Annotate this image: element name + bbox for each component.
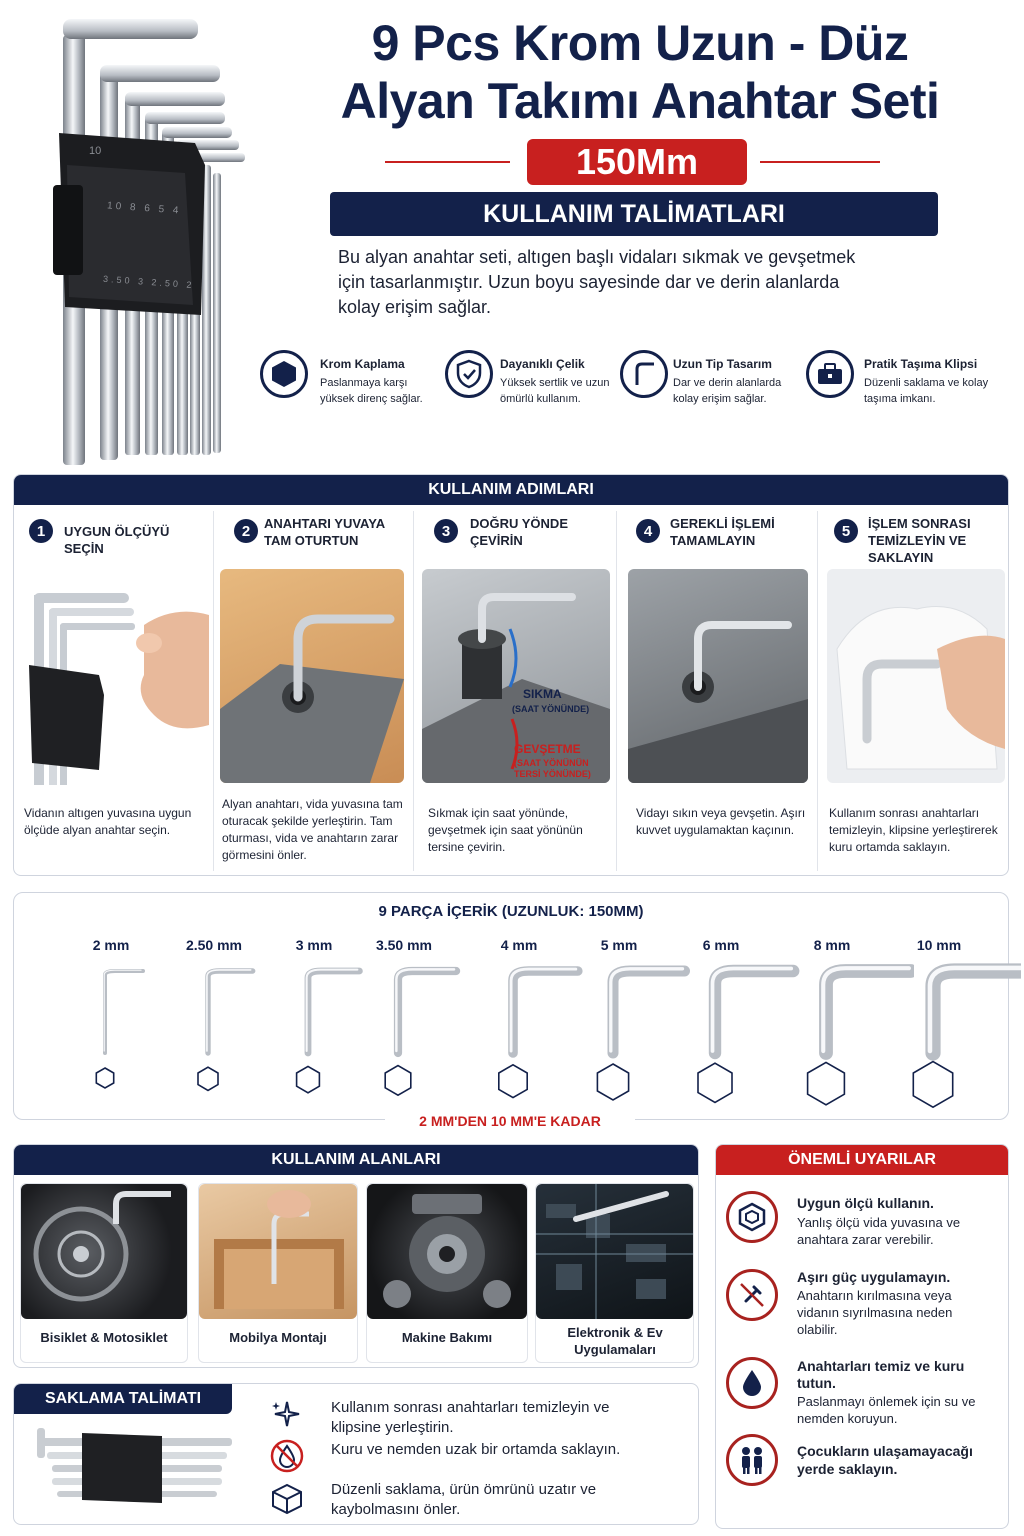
page-title [270,14,1010,130]
title-line-1: 9 Pcs Krom Uzun - Düz [371,15,909,71]
usage-title-bar [14,1145,698,1175]
feature-clip [806,348,1001,418]
hex-key-icon [693,963,803,1113]
warning-text: Anahtarın kırılmasına veya vidanın sıyrılmasına neden olabilir. [797,1288,953,1337]
machine-photo [367,1184,527,1319]
step-4 [624,515,812,870]
feature-title: Uzun Tip Tasarım [673,357,772,371]
feature-title: Dayanıklı Çelik [500,357,585,371]
step-3-photo [422,569,610,783]
step-number: 4 [636,519,660,543]
features-row [258,348,998,418]
step-divider [413,511,414,871]
loosen-label: GEVŞETME [514,742,581,756]
step-4-photo [628,569,808,783]
steps-title: KULLANIM ADIMLARI [428,481,594,498]
usage-label: Mobilya Montajı [229,1330,327,1345]
usage-electronics [535,1183,694,1363]
hex-key-set-illustration [45,15,245,470]
step-text: Sıkmak için saat yönünde, gevşetmek için saat yönünün tersine çevirin. [428,806,583,854]
hex-key-icon [376,963,486,1113]
key-size-label: 3.50 mm [375,937,433,953]
product-image [45,15,245,470]
step-title: DOĞRU YÖNDE ÇEVİRİN [470,516,568,548]
warning-title: Anahtarları temiz ve kuru tutun. [797,1358,965,1391]
shield-check-icon [445,350,493,398]
badge-rule-left [385,161,510,163]
intro-text: Bu alyan anahtar seti, altıgen başlı vidaları sıkmak ve gevşetmek için tasarlanmıştır. Uzun boyu sayesinde dar ve derin alanlarda kolay erişim sağlar. [338,247,856,317]
feature-text: Paslanmaya karşı yüksek direnç sağlar. [320,377,423,405]
hex-key-icon [804,963,914,1113]
length-badge [527,139,747,185]
contents-footer: 2 MM'DEN 10 MM'E KADAR [419,1113,601,1129]
step-number: 3 [434,519,458,543]
loosen-sublabel-2: TERSİ YÖNÜNDE) [514,769,591,779]
usage-title: KULLANIM ALANLARI [271,1151,441,1168]
warning-text: Yanlış ölçü vida yuvasına ve anahtara zarar verebilir. [797,1215,961,1247]
feature-long-tip [620,348,810,418]
sparkle-icon [269,1398,305,1439]
electronics-photo [536,1184,693,1319]
warning-title: Çocukların ulaşamayacağı yerde saklayın. [797,1443,973,1477]
storage-title: SAKLAMA TALİMATI [44,1390,202,1407]
step-title: GEREKLİ İŞLEMİ TAMAMLAYIN [670,516,775,548]
step-2 [220,515,408,870]
storage-item [269,1478,689,1522]
children-icon [726,1434,778,1486]
key-size-label: 2.50 mm [185,937,243,953]
step-divider [213,511,214,871]
step-number: 2 [234,519,258,543]
hex-bolt-icon [726,1191,778,1243]
step-title: İŞLEM SONRASI TEMİZLEYİN VE SAKLAYIN [868,516,971,565]
steps-title-bar [14,475,1008,505]
feature-title: Pratik Taşıma Klipsi [864,357,978,371]
badge-rule-right [760,161,880,163]
hex-key-icon [186,963,296,1113]
instructions-banner-text: KULLANIM TALİMATLARI [483,200,785,228]
warning-item [724,1430,1004,1510]
hex-key-icon [911,963,1021,1113]
water-drop-icon [726,1357,778,1409]
step-1-photo [24,565,209,785]
warnings-title-bar [716,1145,1008,1175]
storage-item [269,1396,689,1436]
usage-areas-section [13,1144,699,1368]
holder-label-bottom: 3.50 3 2.50 2 [102,273,195,291]
tighten-sublabel: (SAAT YÖNÜNDE) [512,704,590,714]
length-badge-text: 150Mm [575,141,699,182]
step-text: Alyan anahtarı, vida yuvasına tam oturacak şekilde yerleştirin. Tam oturması, vida ve anahtarın zarar görmesini önler. [222,797,403,862]
key-size-label: 5 mm [600,937,638,953]
step-number: 1 [29,519,53,543]
feature-text: Düzenli saklama ve kolay taşıma imkanı. [864,377,989,405]
usage-furniture [198,1183,358,1363]
storage-text: Düzenli saklama, ürün ömrünü uzatır ve kaybolmasını önler. [331,1481,597,1518]
step-number: 5 [834,519,858,543]
step-title: ANAHTARI YUVAYA TAM OTURTUN [264,516,385,548]
step-3 [420,515,612,870]
storage-title-bar [14,1384,232,1414]
step-1 [24,515,209,870]
contents-title: 9 PARÇA İÇERİK (UZUNLUK: 150MM) [378,903,644,920]
keys-row [14,933,1008,1103]
instructions-banner [330,192,938,236]
usage-label: Elektronik & Ev Uygulamaları [567,1325,663,1357]
title-line-2: Alyan Takımı Anahtar Seti [340,73,940,129]
usage-bike [20,1183,188,1363]
holder-label-top: 10 [89,145,102,157]
step-2-photo [220,569,404,783]
step-text: Kullanım sonrası anahtarları temizleyin, klipsine yerleştirerek kuru ortamda saklayın. [829,806,998,854]
hex-key-icon [591,963,701,1113]
step-5 [824,515,1008,870]
no-force-icon [726,1269,778,1321]
step-5-photo [827,569,1005,783]
warning-item [724,1187,1004,1267]
contents-section [13,892,1009,1120]
box-icon [269,1480,305,1521]
feature-chrome [258,348,443,418]
step-title: UYGUN ÖLÇÜYÜ SEÇİN [64,524,170,556]
storage-image [22,1418,232,1522]
usage-label: Bisiklet & Motosiklet [40,1330,168,1345]
warning-item [724,1353,1004,1433]
warning-text: Paslanmayı önlemek için su ve nemden koruyun. [797,1394,976,1426]
warning-item [724,1265,1004,1355]
no-water-icon [269,1438,305,1479]
warnings-section [715,1144,1009,1529]
key-size-label: 2 mm [92,937,130,953]
holder-label-mid: 10 8 6 5 4 [106,200,182,217]
warnings-title: ÖNEMLİ UYARILAR [788,1151,936,1168]
feature-steel [443,348,623,418]
step-divider [817,511,818,871]
storage-text: Kuru ve nemden uzak bir ortamda saklayın. [331,1441,621,1458]
feature-title: Krom Kaplama [320,357,405,371]
l-key-icon [620,350,668,398]
feature-text: Yüksek sertlik ve uzun ömürlü kullanım. [500,377,610,405]
key-size-label: 6 mm [702,937,740,953]
furniture-photo [199,1184,357,1319]
storage-section [13,1383,699,1525]
step-text: Vidanın altıgen yuvasına uygun ölçüde alyan anahtar seçin. [24,806,192,837]
loosen-sublabel-1: (SAAT YÖNÜNÜN [514,758,589,768]
bike-photo [21,1184,187,1319]
step-divider [616,511,617,871]
tighten-label: SIKMA [523,687,562,701]
step-text: Vidayı sıkın veya gevşetin. Aşırı kuvvet uygulamaktan kaçının. [636,806,806,837]
warning-title: Aşırı güç uygulamayın. [797,1269,951,1285]
key-size-label: 3 mm [295,937,333,953]
usage-machine [366,1183,528,1363]
toolbox-icon [806,350,854,398]
hex-key-icon [83,963,193,1113]
steps-section [13,474,1009,876]
warning-title: Uygun ölçü kullanın. [797,1195,934,1211]
key-size-label: 4 mm [500,937,538,953]
storage-text: Kullanım sonrası anahtarları temizleyin ve klipsine yerleştirin. [331,1399,610,1436]
usage-label: Makine Bakımı [401,1330,493,1345]
feature-text: Dar ve derin alanlarda kolay erişim sağlar. [673,377,782,405]
key-size-label: 10 mm [916,937,962,953]
storage-item [269,1438,689,1478]
hexagon-icon [260,350,308,398]
key-size-label: 8 mm [813,937,851,953]
hex-key-icon [491,963,601,1113]
